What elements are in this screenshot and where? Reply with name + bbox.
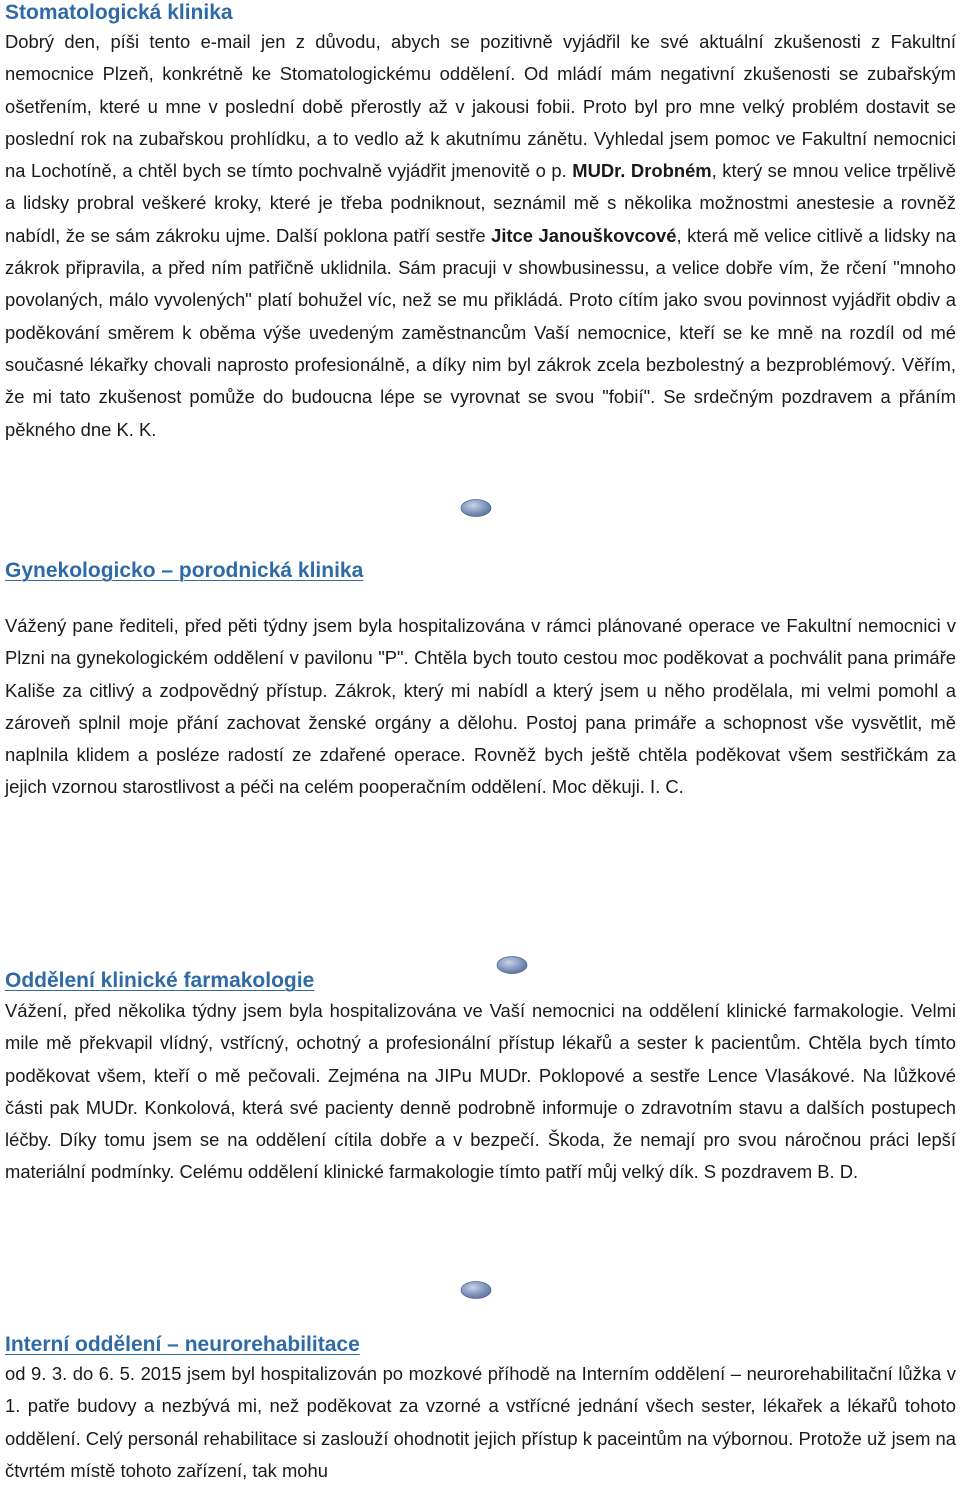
doctor-name: MUDr. Drobném (572, 160, 712, 182)
section-paragraph-gynekologie: Vážený pane řediteli, před pěti týdny jsem byla hospitalizována v rámci plánované operace ve Fakultní nemocnici v Plzni na gynekologickém oddělení v pavilonu "P". Chtěla bych touto cestou moc poděkovat a pochválit pana primáře Kališe za citlivý a zodpovědný přístup. Zákrok, který mi nabídl a který jsem u něho prodělala, mi velmi pomohl a zároveň splnil moje přání zachovat ženské orgány a dělohu. Postoj pana primáře a schopnost vše vysvětlit, mě naplnila klidem a posléze radostí ze zdařené operace. Rovněž bych ještě chtěla poděkovat všem sestřičkám za jejich vzornou starostlivost a péči na celém pooperačním oddělení. Moc děkuji. I. C. (5, 615, 956, 798)
section-title-stomatologie: Stomatologická klinika (5, 1, 233, 24)
speech-bubble-icon (460, 1280, 492, 1300)
speech-bubble-icon (460, 498, 492, 518)
section-paragraph-stomatologie (5, 26, 956, 446)
paragraph-text: , který se mnou velice trpělivě a lidsky probral veškeré kroky, které je třeba podniknout, seznámil mě s několika možnostmi anestesie a rovněž nabídl, že se sám zákroku ujme. Další poklona patří sestře (5, 160, 956, 246)
section-paragraph-farmakologie: Vážení, před několika týdny jsem byla hospitalizována ve Vaší nemocnici na oddělení klinické farmakologie. Velmi mile mě překvapil vlídný, vstřícný, ochotný a profesionální přístup lékařů a sester k pacientům. Chtěla bych tímto poděkovat všem, kteří o mě pečovali. Zejména na JIPu MUDr. Poklopové a sestře Lence Vlasákové. Na lůžkové části pak MUDr. Konkolová, která své pacienty denně podrobně informuje o zdravotním stavu a dalších postupech léčby. Díky tomu jsem se na oddělení cítila dobře a v bezpečí. Škoda, že nemají pro svou náročnou práci lepší materiální podmínky. Celému oddělení klinické farmakologie tímto patří můj velký dík. S pozdravem B. D. (5, 1000, 956, 1183)
paragraph-text: Dobrý den, píši tento e-mail jen z důvodu, abych se pozitivně vyjádřil ke své aktuální zkušenosti z Fakultní nemocnice Plzeň, konkrétně ke Stomatologickému oddělení. Od mládí mám negativní zkušenosti se zubařským ošetřením, které u mne v poslední době přerostly až v jakousi fobii. Proto byl pro mne velký problém dostavit se poslední rok na zubařskou prohlídku, a to vedlo až k akutnímu zánětu. Vyhledal jsem pomoc ve Fakultní nemocnici na Lochotíně, a chtěl bych se tímto pochvalně vyjádřit jmenovitě o p. (5, 31, 956, 182)
paragraph-text: , která mě velice citlivě a lidsky na zákrok připravila, a před ním patřičně uklidnila. Sám pracuji v showbusinessu, a velice dobře vím, že rčení "mnoho povolaných, málo vyvolených" platí bohužel víc, než se mu přikládá. Proto cítím jako svou povinnost vyjádřit obdiv a poděkování směrem k oběma výše uvedeným zaměstnancům Vaší nemocnice, kteří se ke mně na rozdíl od mé současné lékařky chovali naprosto profesionálně, a díky nim byl zákrok zcela bezbolestný a bezproblémový. Věřím, že mi tato zkušenost pomůže do budoucna lépe se vyrovnat se svou "fobií". Se srdečným pozdravem a přáním pěkného dne K. K. (5, 224, 957, 440)
nurse-name: Jitce Janouškovcové (491, 224, 677, 246)
speech-bubble-icon (496, 955, 528, 975)
section-title-farmakologie: Oddělení klinické farmakologie (5, 969, 315, 992)
section-title-gynekologie: Gynekologicko – porodnická klinika (5, 559, 364, 582)
section-title-neurorehabilitace: Interní oddělení – neurorehabilitace (5, 1333, 360, 1356)
section-paragraph-neurorehabilitace: od 9. 3. do 6. 5. 2015 jsem byl hospitalizován po mozkové příhodě na Interním oddělení – neurorehabilitační lůžka v 1. patře budovy a nezbývá mi, než poděkovat za vzorné a vstřícné jednání všech sester, lékařek a lékařů tohoto oddělení. Celý personál rehabilitace si zaslouží ohodnotit jejich přístup k paceintům na výbornou. Protože už jsem na čtvrtém místě tohoto zařízení, tak mohu (5, 1363, 956, 1481)
